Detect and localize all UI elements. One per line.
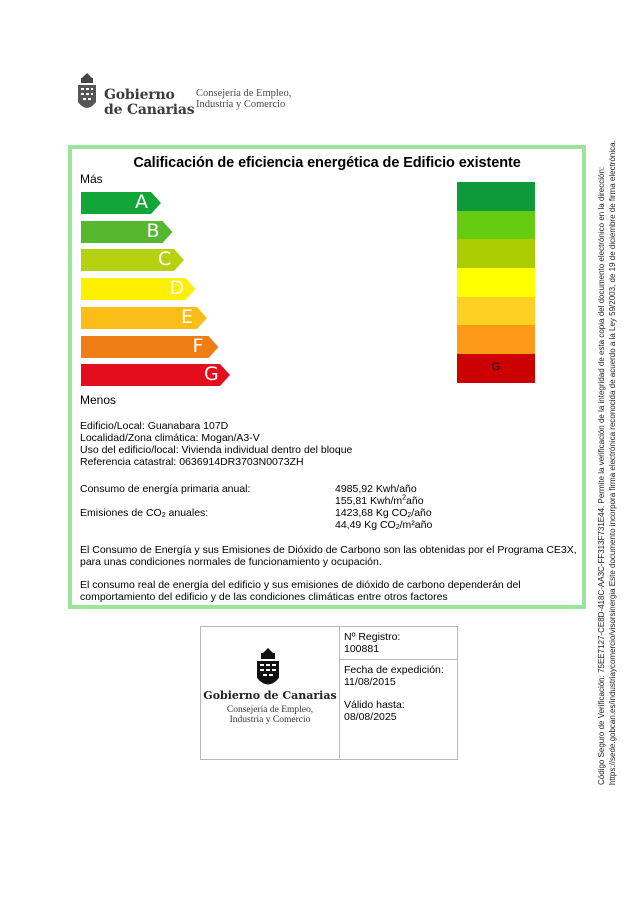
rating-column [457, 182, 535, 383]
verification-url-line: https://sede.gobcan.es/industriaycomercio/visorsinergia Este documento incorpora firma electrónica reconocida de acuerdo a la Ley 59/2003, de 19 de diciembre de firma electrónica. [608, 140, 617, 785]
locality: Localidad/Zona climática: Mogan/A3-V [80, 432, 260, 444]
rating-cell-f [457, 325, 535, 354]
emissions-label: Emisiones de $CO_2$ anuales: [80, 507, 209, 519]
building-use: Uso del edificio/local: Vivienda individual dentro del bloque [80, 444, 353, 456]
certificate-title: Calificación de eficiencia energética de Edificio existente [133, 155, 521, 171]
register-department: Consejería de Empleo, Industria y Comercio [226, 705, 314, 725]
scale-letter: F [192, 334, 204, 357]
scale-arrow-c [81, 249, 184, 271]
scale-arrow-g [81, 364, 230, 386]
scale-letter: E [181, 305, 194, 328]
scale-letter: C [158, 248, 172, 271]
emissions-total: 1423,68 Kg $CO_2$/año [335, 507, 432, 519]
scale-letter: A [135, 191, 148, 213]
issue-date-label: Fecha de expedición: [344, 664, 444, 676]
energy-per-area: 155,81 Kwh/$m^2año$ [335, 494, 424, 507]
verification-text [596, 105, 618, 785]
scale-letter: B [146, 219, 160, 242]
building-name: Edificio/Local: Guanabara 107D [80, 420, 229, 432]
scale-letter: G [204, 363, 219, 386]
scale-arrow-a [81, 192, 161, 214]
scale-arrow-d [81, 278, 196, 300]
scale-letter: D [169, 277, 185, 300]
consumption-table [80, 483, 560, 531]
canarias-emblem-icon [76, 72, 98, 116]
note-program: El Consumo de Energía y sus Emisiones de Dióxido de Carbono son las obtenidas por el Programa CE3X, para unas condiciones normales de funcionamiento y ocupación. [80, 544, 577, 568]
rating-cell-c [457, 239, 535, 268]
energy-certificate [68, 145, 586, 609]
rating-cell-b [457, 211, 535, 240]
energy-total: 4985,92 Kwh/año [335, 483, 417, 495]
building-info [80, 420, 352, 468]
scale-arrow-b [81, 221, 173, 243]
department-name: Consejería de Empleo, Industria y Comercio [196, 88, 292, 110]
more-efficient-label: Más [80, 172, 103, 186]
emissions-per-area: 44,49 Kg $CO_2$/m²año [335, 519, 433, 531]
rating-cell-g [457, 354, 535, 383]
rating-cell-a [457, 182, 535, 211]
rating-marker: G [491, 361, 501, 374]
cadastral-reference: Referencia catastral: 0636914DR3703N0073ZH [80, 456, 304, 468]
header-logo [76, 72, 316, 118]
rating-cell-d [457, 268, 535, 297]
issue-date: 11/08/2015 [344, 676, 396, 688]
valid-until-date: 08/08/2025 [344, 711, 397, 723]
register-government-name: Gobierno de Canarias [203, 689, 337, 702]
scale-arrow-f [81, 336, 219, 358]
register-box [200, 626, 458, 760]
canarias-emblem-icon [255, 647, 281, 691]
note-real-consumption: El consumo real de energía del edificio y sus emisiones de dióxido de carbono dependerán del comportamiento del edificio y de las condiciones climáticas entre otros factores [80, 579, 521, 603]
less-efficient-label: Menos [80, 393, 117, 407]
energy-label: Consumo de energía primaria anual: [80, 483, 251, 495]
rating-cell-e [457, 297, 535, 326]
registry-number-label: Nº Registro: [344, 631, 401, 643]
verification-code-line: Código Seguro de Verificación: 75EE7127-CE8D-418C-AA3C-FF313F731E44. Permite la verificación de la integridad de esta copia del documento electrónico en la dirección: [597, 166, 606, 785]
scale-arrow-e [81, 307, 207, 329]
valid-until-label: Válido hasta: [344, 699, 405, 711]
registry-number: 100881 [344, 643, 380, 655]
government-name: Gobierno de Canarias [104, 87, 195, 118]
